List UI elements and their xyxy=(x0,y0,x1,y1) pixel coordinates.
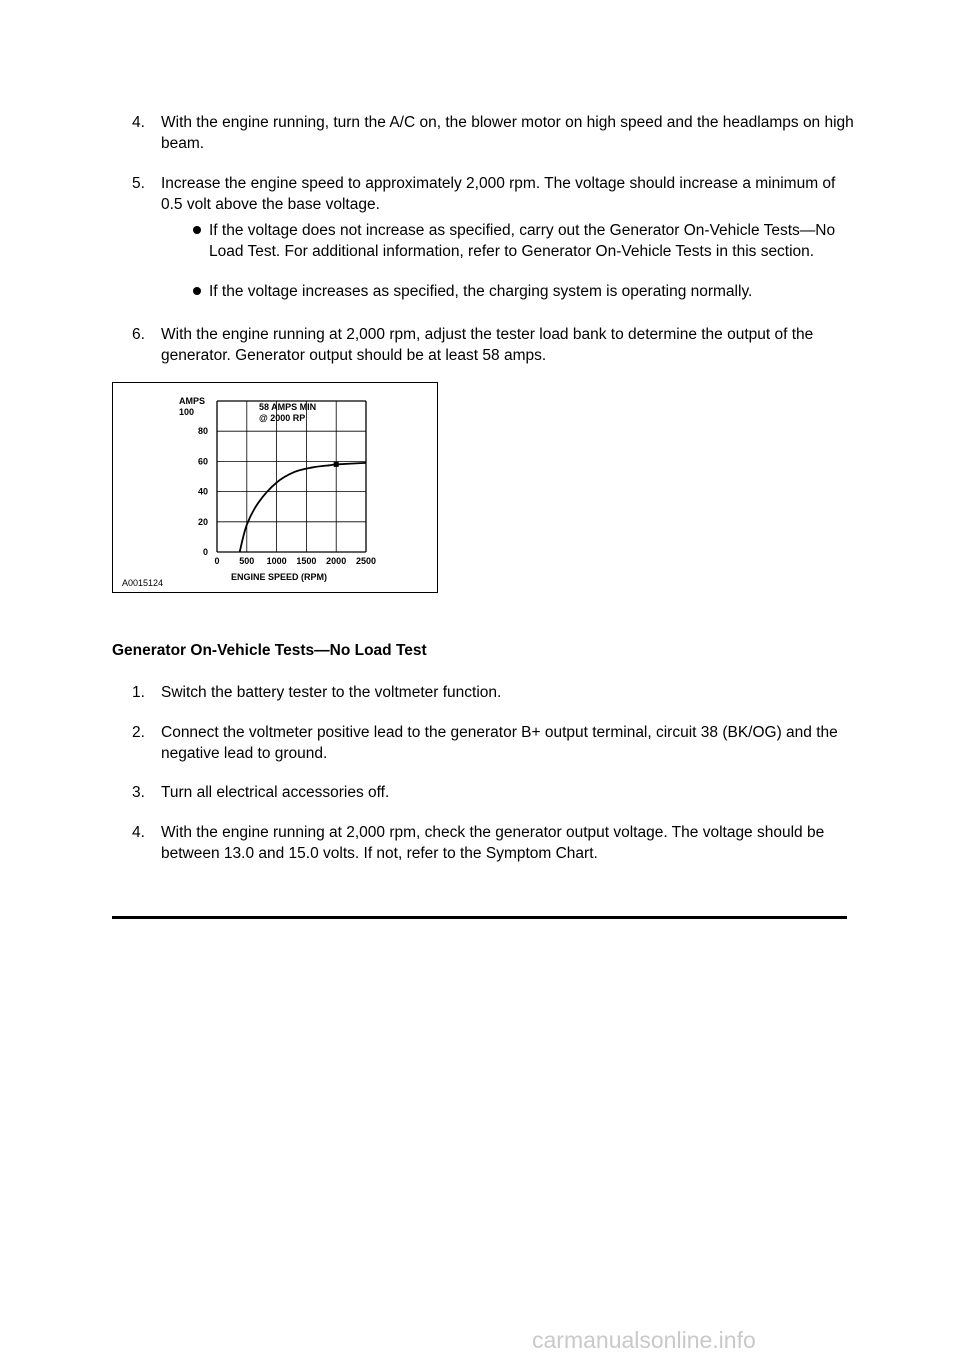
step-text: Increase the engine speed to approximately 2,000 rpm. The voltage should increase a minimum of 0.5 volt above the base voltage. xyxy=(161,175,836,213)
bullet-dot-icon xyxy=(193,226,201,234)
step-text: With the engine running, turn the A/C on, the blower motor on high speed and the headlamps on high beam. xyxy=(161,114,854,152)
data-point-marker xyxy=(334,462,339,467)
series-line xyxy=(240,463,366,552)
bullet-text: If the voltage does not increase as specified, carry out the Generator On-Vehicle Tests—No Load Test. For additional information, refer to Generator On-Vehicle Tests in this section. xyxy=(209,222,836,260)
chart-grid xyxy=(217,401,366,552)
figure-id: A0015124 xyxy=(122,578,164,588)
y-axis-label: AMPS xyxy=(179,396,206,406)
y-tick-label: 80 xyxy=(197,426,208,437)
step-number: 1. xyxy=(132,684,145,701)
step-text: Connect the voltmeter positive lead to the generator B+ output terminal, circuit 38 (BK/OG) and the negative lead to ground. xyxy=(161,724,838,762)
generator-output-chart xyxy=(113,383,437,592)
step-text: Switch the battery tester to the voltmeter function. xyxy=(161,684,502,701)
step-number: 2. xyxy=(132,724,145,741)
bullet-text: If the voltage increases as specified, the charging system is operating normally. xyxy=(209,283,753,300)
x-tick-label: 2500 xyxy=(355,556,377,566)
step-number: 4. xyxy=(132,824,145,841)
section-heading: Generator On-Vehicle Tests—No Load Test xyxy=(112,642,427,659)
step-number: 4. xyxy=(132,114,145,131)
chart-annotation: 58 AMPS MIN xyxy=(259,402,317,412)
generator-output-figure xyxy=(112,382,438,593)
step-number: 6. xyxy=(132,326,145,343)
step-number: 5. xyxy=(132,175,145,192)
x-tick-label: 2000 xyxy=(326,556,347,566)
x-tick-label: 1000 xyxy=(266,556,287,566)
step-number: 3. xyxy=(132,784,145,801)
y-tick-label: 0 xyxy=(202,547,208,557)
y-tick-label: 20 xyxy=(197,516,208,527)
step-text: With the engine running at 2,000 rpm, check the generator output voltage. The voltage should be between 13.0 and 15.0 volts. If not, refer to the Symptom Chart. xyxy=(161,824,825,862)
x-tick-label: 500 xyxy=(239,556,255,566)
bullet-dot-icon xyxy=(193,287,201,295)
step-text: With the engine running at 2,000 rpm, adjust the tester load bank to determine the output of the generator. Generator output should be at least 58 amps. xyxy=(161,326,814,364)
page-divider xyxy=(112,916,847,919)
chart-annotation: @ 2000 RP xyxy=(259,413,306,423)
x-axis-label: ENGINE SPEED (RPM) xyxy=(231,572,328,582)
x-tick-label: 0 xyxy=(214,556,220,566)
y-tick-label: 60 xyxy=(197,456,208,467)
x-tick-label: 1500 xyxy=(296,556,317,566)
watermark: carmanualsonline.info xyxy=(532,1327,756,1353)
step-text: Turn all electrical accessories off. xyxy=(161,784,390,801)
y-tick-label: 40 xyxy=(197,486,208,497)
y-tick-label: 100 xyxy=(179,407,195,417)
